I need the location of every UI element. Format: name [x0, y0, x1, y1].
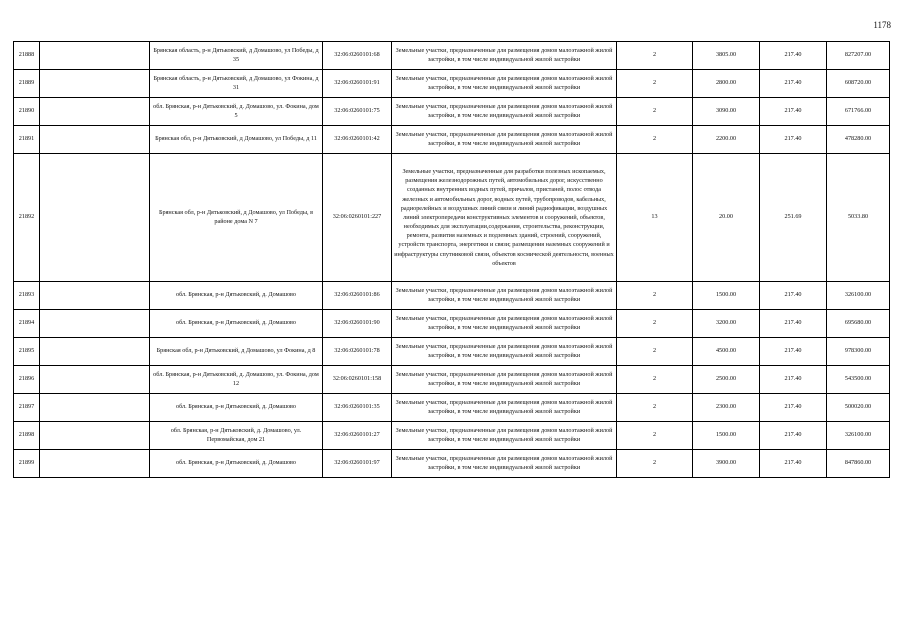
- row-number: 21891: [14, 126, 40, 154]
- use-group-cell: 13: [617, 154, 693, 282]
- cadastral-number-cell: 32:06:0260101:91: [323, 70, 392, 98]
- address-cell: Брянская обл, р-н Дятьковский, д Домашово, ул Фокина, д 8: [150, 338, 323, 366]
- address-cell: обл. Брянская, р-н Дятьковский, д. Домашово: [150, 310, 323, 338]
- area-cell: 2200.00: [693, 126, 760, 154]
- registry-table-body: [14, 42, 890, 478]
- area-cell: 3200.00: [693, 310, 760, 338]
- table-row: [14, 366, 890, 394]
- area-cell: 3090.00: [693, 98, 760, 126]
- specific-value-cell: 217.40: [760, 282, 827, 310]
- cadastral-number-cell: 32:06:0260101:158: [323, 366, 392, 394]
- land-use-cell: Земельные участки, предназначенные для размещения домов малоэтажной жилой застройки, в том числе индивидуальной жилой застройки: [392, 422, 617, 450]
- area-cell: 2800.00: [693, 70, 760, 98]
- land-use-cell: Земельные участки, предназначенные для размещения домов малоэтажной жилой застройки, в том числе индивидуальной жилой застройки: [392, 282, 617, 310]
- area-cell: 20.00: [693, 154, 760, 282]
- cadastral-number-cell: 32:06:0260101:27: [323, 422, 392, 450]
- cadastral-number-cell: 32:06:0260101:97: [323, 450, 392, 478]
- table-row: [14, 450, 890, 478]
- cadastral-value-cell: 478280.00: [827, 126, 890, 154]
- cadastral-value-cell: 978300.00: [827, 338, 890, 366]
- use-group-cell: 2: [617, 338, 693, 366]
- spacer-cell: [40, 282, 150, 310]
- use-group-cell: 2: [617, 450, 693, 478]
- specific-value-cell: 217.40: [760, 338, 827, 366]
- table-row: [14, 42, 890, 70]
- table-row: [14, 98, 890, 126]
- specific-value-cell: 217.40: [760, 70, 827, 98]
- specific-value-cell: 251.69: [760, 154, 827, 282]
- land-use-cell: Земельные участки, предназначенные для размещения домов малоэтажной жилой застройки, в том числе индивидуальной жилой застройки: [392, 98, 617, 126]
- specific-value-cell: 217.40: [760, 366, 827, 394]
- address-cell: Брянская обл, р-н Дятьковский, д Домашово, ул Победы, в районе дома N 7: [150, 154, 323, 282]
- use-group-cell: 2: [617, 282, 693, 310]
- row-number: 21892: [14, 154, 40, 282]
- spacer-cell: [40, 394, 150, 422]
- cadastral-value-cell: 695680.00: [827, 310, 890, 338]
- land-use-cell: Земельные участки, предназначенные для размещения домов малоэтажной жилой застройки, в том числе индивидуальной жилой застройки: [392, 126, 617, 154]
- cadastral-value-cell: 5033.80: [827, 154, 890, 282]
- cadastral-value-cell: 543500.00: [827, 366, 890, 394]
- cadastral-value-cell: 827207.00: [827, 42, 890, 70]
- cadastral-value-cell: 326100.00: [827, 282, 890, 310]
- cadastral-value-cell: 671766.00: [827, 98, 890, 126]
- cadastral-number-cell: 32:06:0260101:78: [323, 338, 392, 366]
- specific-value-cell: 217.40: [760, 450, 827, 478]
- cadastral-number-cell: 32:06:0260101:75: [323, 98, 392, 126]
- land-use-cell: Земельные участки, предназначенные для размещения домов малоэтажной жилой застройки, в том числе индивидуальной жилой застройки: [392, 70, 617, 98]
- row-number: 21897: [14, 394, 40, 422]
- land-use-cell: Земельные участки, предназначенные для разработки полезных ископаемых, размещения железнодорожных путей, автомобильных дорог, искусственно созданных внутренних водных путей, причалов, пристаней, полос отвода железных и автомобильных дорог, водных путей, трубопроводов, кабельных, радиорелейных и воздушных линий связи и линий радиофикации, воздушных линий электропередачи конструктивных элементов и сооружений, объектов, необходимых для эксплуатации,содержания, строительства, реконструкции, ремонта, развития наземных и подземных зданий, строений, сооружений, устройств транспорта, энергетики и связи; размещения наземных сооружений и инфраструктуры спутниковой связи, объектов космической деятельности, военных объектов: [392, 154, 617, 282]
- table-row: [14, 338, 890, 366]
- use-group-cell: 2: [617, 394, 693, 422]
- page-number: 1178: [873, 20, 891, 30]
- specific-value-cell: 217.40: [760, 422, 827, 450]
- table-row: [14, 70, 890, 98]
- row-number: 21899: [14, 450, 40, 478]
- spacer-cell: [40, 154, 150, 282]
- spacer-cell: [40, 338, 150, 366]
- use-group-cell: 2: [617, 70, 693, 98]
- use-group-cell: 2: [617, 310, 693, 338]
- area-cell: 1500.00: [693, 422, 760, 450]
- spacer-cell: [40, 126, 150, 154]
- table-row: [14, 422, 890, 450]
- area-cell: 2300.00: [693, 394, 760, 422]
- land-use-cell: Земельные участки, предназначенные для размещения домов малоэтажной жилой застройки, в том числе индивидуальной жилой застройки: [392, 450, 617, 478]
- spacer-cell: [40, 450, 150, 478]
- row-number: 21895: [14, 338, 40, 366]
- spacer-cell: [40, 42, 150, 70]
- address-cell: Брянская область, р-н Дятьковский, д Домашово, ул Фокина, д 31: [150, 70, 323, 98]
- cadastral-value-cell: 847860.00: [827, 450, 890, 478]
- spacer-cell: [40, 310, 150, 338]
- use-group-cell: 2: [617, 422, 693, 450]
- spacer-cell: [40, 366, 150, 394]
- row-number: 21889: [14, 70, 40, 98]
- cadastral-value-cell: 608720.00: [827, 70, 890, 98]
- area-cell: 4500.00: [693, 338, 760, 366]
- table-row: [14, 282, 890, 310]
- specific-value-cell: 217.40: [760, 394, 827, 422]
- address-cell: обл. Брянская, р-н Дятьковский, д. Домашово, ул. Первомайская, дом 21: [150, 422, 323, 450]
- row-number: 21898: [14, 422, 40, 450]
- land-use-cell: Земельные участки, предназначенные для размещения домов малоэтажной жилой застройки, в том числе индивидуальной жилой застройки: [392, 310, 617, 338]
- cadastral-number-cell: 32:06:0260101:42: [323, 126, 392, 154]
- use-group-cell: 2: [617, 42, 693, 70]
- row-number: 21893: [14, 282, 40, 310]
- area-cell: 3900.00: [693, 450, 760, 478]
- use-group-cell: 2: [617, 126, 693, 154]
- cadastral-number-cell: 32:06:0260101:35: [323, 394, 392, 422]
- address-cell: обл. Брянская, р-н Дятьковский, д. Домашово: [150, 450, 323, 478]
- cadastral-number-cell: 32:06:0260101:90: [323, 310, 392, 338]
- address-cell: обл. Брянская, р-н Дятьковский, д. Домашово, ул. Фокина, дом 12: [150, 366, 323, 394]
- row-number: 21888: [14, 42, 40, 70]
- address-cell: обл. Брянская, р-н Дятьковский, д. Домашово: [150, 394, 323, 422]
- spacer-cell: [40, 422, 150, 450]
- specific-value-cell: 217.40: [760, 126, 827, 154]
- table-row: [14, 126, 890, 154]
- land-use-cell: Земельные участки, предназначенные для размещения домов малоэтажной жилой застройки, в том числе индивидуальной жилой застройки: [392, 394, 617, 422]
- address-cell: обл. Брянская, р-н Дятьковский, д. Домашово, ул. Фокина, дом 5: [150, 98, 323, 126]
- spacer-cell: [40, 98, 150, 126]
- row-number: 21894: [14, 310, 40, 338]
- area-cell: 2500.00: [693, 366, 760, 394]
- cadastral-number-cell: 32:06:0260101:86: [323, 282, 392, 310]
- area-cell: 3805.00: [693, 42, 760, 70]
- row-number: 21890: [14, 98, 40, 126]
- specific-value-cell: 217.40: [760, 310, 827, 338]
- table-row: [14, 154, 890, 282]
- address-cell: Брянская обл, р-н Дятьковский, д Домашово, ул Победы, д 11: [150, 126, 323, 154]
- land-use-cell: Земельные участки, предназначенные для размещения домов малоэтажной жилой застройки, в том числе индивидуальной жилой застройки: [392, 42, 617, 70]
- table-row: [14, 394, 890, 422]
- row-number: 21896: [14, 366, 40, 394]
- spacer-cell: [40, 70, 150, 98]
- registry-table: [13, 41, 890, 478]
- specific-value-cell: 217.40: [760, 42, 827, 70]
- cadastral-value-cell: 500020.00: [827, 394, 890, 422]
- use-group-cell: 2: [617, 366, 693, 394]
- specific-value-cell: 217.40: [760, 98, 827, 126]
- use-group-cell: 2: [617, 98, 693, 126]
- address-cell: Брянская область, р-н Дятьковский, д Домашово, ул Победы, д 35: [150, 42, 323, 70]
- address-cell: обл. Брянская, р-н Дятьковский, д. Домашово: [150, 282, 323, 310]
- land-use-cell: Земельные участки, предназначенные для размещения домов малоэтажной жилой застройки, в том числе индивидуальной жилой застройки: [392, 338, 617, 366]
- land-use-cell: Земельные участки, предназначенные для размещения домов малоэтажной жилой застройки, в том числе индивидуальной жилой застройки: [392, 366, 617, 394]
- table-row: [14, 310, 890, 338]
- cadastral-number-cell: 32:06:0260101:68: [323, 42, 392, 70]
- area-cell: 1500.00: [693, 282, 760, 310]
- cadastral-number-cell: 32:06:0260101:227: [323, 154, 392, 282]
- cadastral-value-cell: 326100.00: [827, 422, 890, 450]
